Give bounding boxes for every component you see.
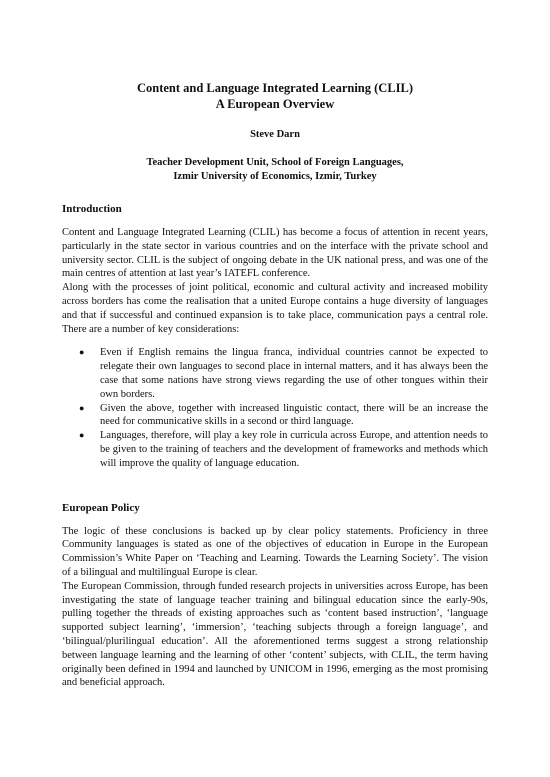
bullet-icon: ● xyxy=(79,430,85,441)
title-line-1: Content and Language Integrated Learning (CLIL) xyxy=(136,81,414,95)
european-policy-section xyxy=(62,501,488,691)
introduction-section xyxy=(62,202,488,471)
author-name: Steve Darn xyxy=(250,129,300,140)
list-item xyxy=(79,346,488,401)
bullet-icon: ● xyxy=(79,402,85,413)
european-policy-heading: European Policy xyxy=(62,501,140,514)
title-line-2: A European Overview xyxy=(215,97,335,111)
list-item xyxy=(79,429,488,470)
list-item xyxy=(79,402,488,430)
bullet-icon: ● xyxy=(79,347,85,358)
document-page xyxy=(62,80,488,690)
list-item-text: Languages, therefore, will play a key role in curricula across Europe, and attention needs to be given to the training of teachers and the development of frameworks and methods which will improve the quality of language education. xyxy=(100,430,488,469)
document-title xyxy=(62,80,488,112)
introduction-heading: Introduction xyxy=(62,203,122,215)
considerations-list xyxy=(62,346,488,470)
introduction-paragraph-1: Content and Language Integrated Learning (CLIL) has become a focus of attention in recent years, particularly in the state sector in various countries and on the interface with the private school and university sector. CLIL is the subject of ongoing debate in the UK national press, and was one of the main centres of attention at last year’s IATEFL conference. xyxy=(62,227,488,280)
policy-paragraph-2: The European Commission, through funded research projects in universities across Europe, has been investigating the state of language teacher training and bilingual education since the early-90s, pulling together the threads of existing approaches such as ‘content based instruction’, ‘language supported subject learning’, ‘immersion’, ‘teaching subjects through a foreign language’, and ‘bilingual/plurilingual education’. All the aforementioned terms suggest a strong relationship between language learning and the learning of other ‘content’ subjects, with CLIL, the term having originally been defined in 1994 and launched by UNICOM in 1996, emerging as the most promising and beneficial approach. xyxy=(62,580,488,689)
author-affiliation xyxy=(62,156,488,184)
affiliation-line-2: Izmir University of Economics, Izmir, Turkey xyxy=(173,171,377,182)
introduction-paragraph-2: Along with the processes of joint political, economic and cultural activity and increased mobility across borders has come the realisation that a united Europe contains a huge diversity of languages and that if successful and continued expansion is to take place, communication pays a central role. There are a number of key considerations: xyxy=(62,282,488,335)
affiliation-line-1: Teacher Development Unit, School of Foreign Languages, xyxy=(146,157,404,168)
list-item-text: Given the above, together with increased linguistic contact, there will be an increase the need for communicative skills in a second or third language. xyxy=(100,402,488,428)
policy-paragraph-1: The logic of these conclusions is backed up by clear policy statements. Proficiency in three Community languages is stated as one of the objectives of education in Europe in the European Commission’s White Paper on ‘Teaching and Learning. Towards the Learning Society’. The vision of a bilingual and multilingual Europe is clear. xyxy=(62,525,488,578)
list-item-text: Even if English remains the lingua franca, individual countries cannot be expected to relegate their own languages to second place in internal matters, and it has always been the case that some nations have strong views regarding the use of other tongues within their own borders. xyxy=(100,347,488,400)
